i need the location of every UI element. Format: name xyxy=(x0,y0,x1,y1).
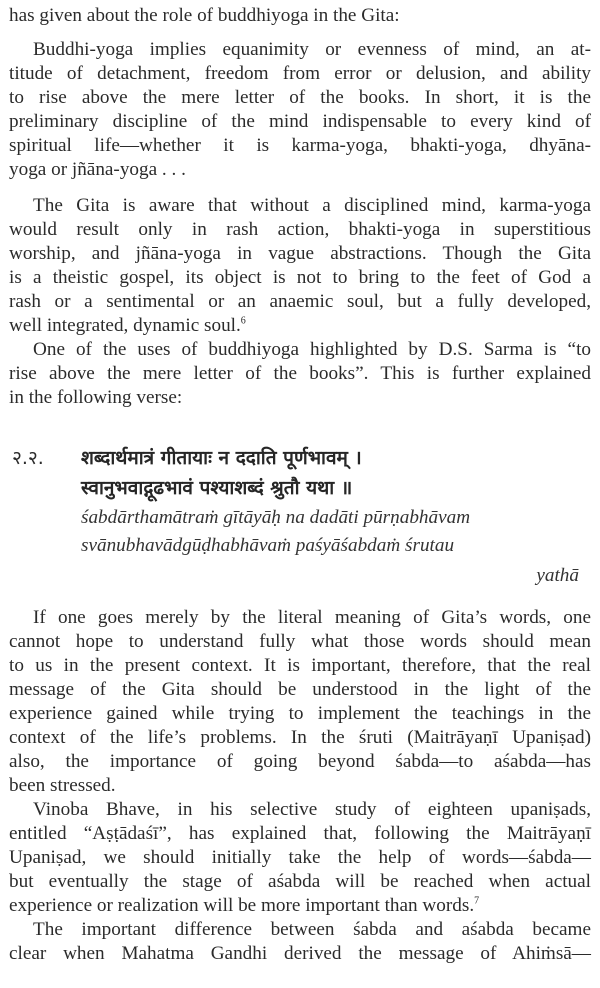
paragraph-line: If one goes merely by the literal meaning of Gita’s words, one xyxy=(33,607,591,628)
quote-line: worship, and jñāna-yoga in vague abstractions. Though the Gita xyxy=(9,243,591,264)
paragraph-line: been stressed. xyxy=(9,775,116,796)
paragraph-line: also, the importance of going beyond śabda—to aśabda—has xyxy=(9,751,591,772)
verse-transliteration-line: śabdārthamātraṁ gītāyāḥ na dadāti pūrṇabhāvam xyxy=(81,507,471,528)
paragraph-line: Upaniṣad, we should initially take the help of words—śabda— xyxy=(9,847,591,868)
quote-line: spiritual life—whether it is karma-yoga, bhakti-yoga, dhyāna- xyxy=(9,135,591,156)
quote-line: Buddhi-yoga implies equanimity or evenness of mind, an at- xyxy=(33,39,591,60)
verse-devanagari-line: शब्दार्थमात्रं गीतायाः न ददाति पूर्णभावम् । xyxy=(81,447,362,469)
paragraph-line: message of the Gita should be understood in the light of the xyxy=(9,679,591,700)
quote-line: is a theistic gospel, its object is not to bring to the feet of God a xyxy=(9,267,591,288)
paragraph-line-last xyxy=(9,894,591,918)
paragraph-line: rise above the mere letter of the books”. This is further explained xyxy=(9,363,591,384)
quote-line: to rise above the mere letter of the books. In short, it is the xyxy=(9,87,591,108)
quote-line: would result only in rash action, bhakti-yoga in superstitious xyxy=(9,219,591,240)
quote-text: well integrated, dynamic soul. xyxy=(9,315,241,336)
verse-transliteration-line: svānubhavādgūḍhabhāvaṁ paśyāśabdaṁ śrutau xyxy=(81,535,455,556)
paragraph-line: One of the uses of buddhiyoga highlighted by D.S. Sarma is “to xyxy=(33,339,591,360)
verse-devanagari-line: स्वानुभवाद्गूढभावं पश्याशब्दं श्रुतौ यथा ॥ xyxy=(81,477,353,499)
paragraph-line: Vinoba Bhave, in his selective study of eighteen upaniṣads, xyxy=(33,799,591,820)
paragraph-line: entitled “Aṣṭādaśī”, has explained that, following the Maitrāyaṇī xyxy=(9,823,591,844)
intro-line: has given about the role of buddhiyoga in the Gita: xyxy=(9,5,400,26)
paragraph-text: experience or realization will be more important than words. xyxy=(9,895,475,916)
quote-line: The Gita is aware that without a disciplined mind, karma-yoga xyxy=(33,195,591,216)
quote-line-last xyxy=(9,314,591,338)
paragraph-line: clear when Mahatma Gandhi derived the message of Ahiṁsā— xyxy=(9,943,591,964)
quote-line: preliminary discipline of the mind indispensable to every kind of xyxy=(9,111,591,132)
quote-line: rash or a sentimental or an anaemic soul, but a fully developed, xyxy=(9,291,591,312)
paragraph-line: but eventually the stage of aśabda will be reached when actual xyxy=(9,871,591,892)
footnote-ref: 7 xyxy=(474,895,480,907)
verse-number: २.२. xyxy=(12,447,44,469)
paragraph-line: context of the life’s problems. In the śruti (Maitrāyaṇī Upaniṣad) xyxy=(9,727,591,748)
paragraph-line: experience gained while trying to implement the teachings in the xyxy=(9,703,591,724)
paragraph-line: in the following verse: xyxy=(9,387,183,408)
quote-line: yoga or jñāna-yoga . . . xyxy=(9,159,186,180)
paragraph-line: cannot hope to understand fully what those words should mean xyxy=(9,631,591,652)
quote-line: titude of detachment, freedom from error or delusion, and ability xyxy=(9,63,591,84)
verse-transliteration-line: yathā xyxy=(536,565,579,586)
footnote-ref: 6 xyxy=(240,315,246,327)
paragraph-line: The important difference between śabda and aśabda became xyxy=(33,919,591,940)
paragraph-line: to us in the present context. It is important, therefore, that the real xyxy=(9,655,591,676)
